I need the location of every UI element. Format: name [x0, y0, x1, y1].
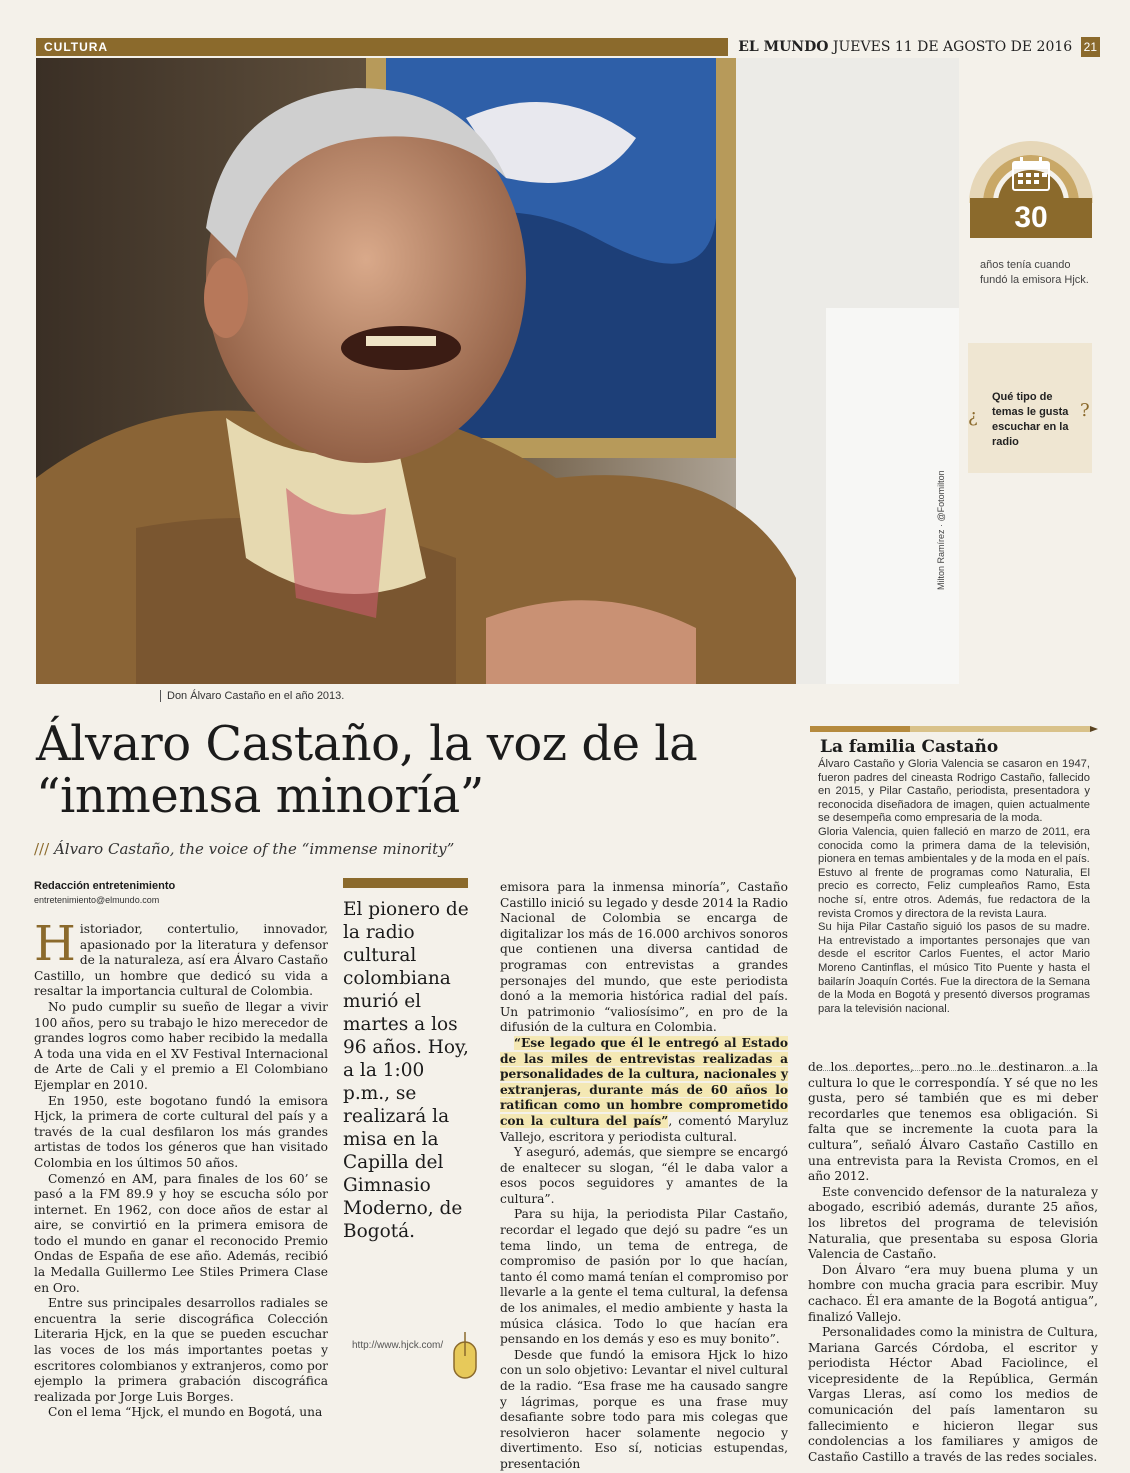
photo-credit	[936, 572, 946, 590]
paragraph: Personalidades como la ministra de Cultura, Mariana Garcés Córdoba, el escritor y periodista Héctor Abad Faciolince, el vicepresidente de la República, Germán Vargas Lleras, así como los medios de comunicación del país lamentaron su fallecimiento e hicieron llegar sus condolencias a los familiares y amigos de Castaño Castillo a través de las redes sociales.	[808, 1325, 1098, 1464]
highlighted-quote: “Ese legado que él le entregó al Estado de las miles de entrevistas realizadas a personalidades de la cultura, nacionales y extranjeras, durante más de 60 años lo ratifican como un hombre comprometido con la cultura del país”	[500, 1035, 788, 1128]
photo-caption: Don Álvaro Castaño en el año 2013.	[160, 690, 344, 702]
drop-cap: H	[34, 916, 76, 972]
mouse-icon	[450, 1332, 480, 1386]
portrait-photo	[36, 58, 959, 684]
website-link[interactable]: http://www.hjck.com/	[352, 1340, 444, 1351]
article-column-3	[500, 880, 788, 1473]
issue-date: JUEVES 11 DE AGOSTO DE 2016	[832, 39, 1073, 55]
paragraph-text: , comentó Maryluz Vallejo, escritora y periodista cultural.	[500, 1113, 788, 1144]
paragraph: emisora para la inmensa minoría”, Castaño Castillo inició su legado y desde 2014 la Radio Nacional de Colombia se encarga de digitalizar los más de 16.000 archivos sonoros que contienen una diversa cantidad de programas con entrevistas a grandes personajes del mundo, que este periodista donó a la memoria histórica radial del país. Un patrimonio “valiosísimo”, en pro de la difusión de la cultura en Colombia.	[500, 880, 789, 1035]
stat-number: 30	[970, 198, 1092, 238]
paragraph: de los deportes, pero no le destinaron a la cultura lo que le correspondía. Y sé que no les gusta, pero sé también que es mi deber recordarles que tenemos esa obligación. Si falta que se incremente la cuota para la cultura”, señaló Álvaro Castaño Castillo en una entrevista para la Revista Cromos, en el año 2012.	[808, 1060, 1098, 1184]
masthead	[728, 37, 1100, 57]
lede-text: El pionero de la radio cultural colombiana murió el martes a los 96 años. Hoy, a la 1:00 p.m., se realizará la misa en la Capilla del Gimnasio Moderno, de Bogotá.	[343, 899, 469, 1242]
paragraph: Este convencido defensor de la naturaleza y abogado, escribió además, durante 25 años, los libretos del programa de televisión Naturalia, que presentaba su esposa Gloria Valencia de Castaño.	[808, 1184, 1098, 1262]
sidebar-paragraph: Gloria Valencia, quien falleció en marzo de 2011, era conocida como la primera dama de la televisión, pionera en temas ambientales y de la moda en el país.	[818, 825, 1090, 866]
stat-text: años tenía cuando fundó la emisora Hjck.	[980, 259, 1089, 286]
subheadline	[34, 840, 734, 858]
sidebar-title: La familia Castaño	[820, 737, 999, 757]
paragraph-text: istoriador, contertulio, innovador, apasionado por la literatura y defensor de la naturaleza, así era Álvaro Castaño Castillo, un hombre que dedicó su vida a resaltar la importancia cultural de Colombia.	[34, 922, 328, 999]
paragraph	[34, 916, 328, 1000]
pencil-divider	[810, 718, 1098, 726]
paragraph	[500, 1036, 788, 1145]
paragraph: No pudo cumplir su sueño de llegar a vivir 100 años, pero su trabajo le hizo merecedor de grandes logros como haber recibido la medalla A toda una vida en el XV Festival Internacional de Arte de Cali y el premio a El Colombiano Ejemplar en 2010.	[34, 999, 328, 1092]
subheadline-text: Álvaro Castaño, the voice of the “immense minority”	[53, 840, 455, 858]
headline: Álvaro Castaño, la voz de la “inmensa minoría”	[36, 716, 698, 824]
sidebar-paragraph: Su hija Pilar Castaño siguió los pasos de su madre. Ha entrevistado a importantes personajes que van desde el escritor Carlos Fuentes, el actor Mario Moreno Cantinflas, el músico Tito Puente y hasta el bailarín Joaquín Cortés. Fue la directora de la Semana de la Moda en Bogotá y presentó diversos programas para la televisión nacional.	[818, 921, 1090, 1015]
paragraph: Desde que fundó la emisora Hjck lo hizo con un solo objetivo: Levantar el nivel cultural de la radio. “Esa frase me ha causado sangre y lágrimas, porque es una frase muy desafiante sobre todo para mis colegas que resolvieron hacer solamente negocio y divertimento. Eso sí, noticias estupendas, presentación	[500, 1347, 788, 1471]
question-open-mark: ¿	[968, 406, 978, 427]
paragraph: Entre sus principales desarrollos radiales se encuentra la serie discográfica Colección Literaria Hjck, en la que se pueden escuchar las voces de los más importantes poetas y escritores colombianos y extranjeros, como por ejemplo la primera grabación discográfica realizada por Jorge Luis Borges.	[34, 1296, 328, 1404]
byline-email: entretenimiento@elmundo.com	[34, 895, 160, 905]
paragraph: Para su hija, la periodista Pilar Castaño, recordar el legado que dejó su padre “es un tema lindo, un tema de entrega, de compromiso de pasión por lo que hacían, tanto él como mamá tenían el compromiso por llevarle a la gente el tema cultural, la defensa de los animales, el medio ambiente y hasta la música clásica. Todo lo que hacían era pensando en los demás y eso es muy bonito”.	[500, 1207, 788, 1347]
paragraph: Comenzó en AM, para finales de los 60’ se pasó a la FM 89.9 y hoy se escucha sólo por internet. En 1962, con doce años de estar al aire, se convirtió en la primera emisora de todo el mundo en ganar el reconocido Premio Ondas de España de ese año. Además, recibió la Medalla Guillermo Lee Stiles Primera Clase en Oro.	[34, 1171, 328, 1295]
sidebar-paragraph: Estuvo al frente de programas como Naturalia, El precio es correcto, Feliz cumpleaños Ramo, Esta noche sí, entre otros. Además, fue redactora de la revista Cromos y directora de la revista Laura.	[818, 866, 1090, 920]
question-close-mark: ?	[1080, 400, 1090, 421]
paper-name: EL MUNDO	[738, 39, 829, 55]
paragraph: Con el lema “Hjck, el mundo en Bogotá, una	[48, 1405, 323, 1420]
slashes: ///	[34, 840, 50, 858]
section-label: CULTURA	[44, 40, 109, 54]
lede-accent-bar	[343, 878, 468, 888]
sidebar-paragraph: Álvaro Castaño y Gloria Valencia se casaron en 1947, fueron padres del cineasta Rodrigo Castaño, fallecido en 2015, y Pilar Castaño, periodista, presentadora y reconocida diseñadora de imagen, quien actualmente se desempeña como empresaria de la moda.	[818, 758, 1090, 825]
paragraph: En 1950, este bogotano fundó la emisora Hjck, la primera de corte cultural del país y a través de la cual desfilaron los más grandes artistas de todos los géneros que han visitado Colombia en los últimos 50 años.	[34, 1093, 328, 1170]
article-column-4	[808, 1060, 1098, 1465]
byline: Redacción entretenimiento	[34, 880, 176, 892]
sidebar-text	[818, 758, 1090, 1016]
paragraph: Don Álvaro “era muy buena pluma y un hombre con mucha gracia para escribir. Muy cachaco. Él era amante de la Bogotá antigua”, finalizó Vallejo.	[808, 1262, 1098, 1324]
page-number: 21	[1081, 37, 1100, 57]
paragraph: Y aseguró, además, que siempre se encargó de enaltecer su slogan, “él le daba valor a esos pocos seguidores y amantes de la cultura”.	[500, 1145, 788, 1206]
article-column-1	[34, 916, 328, 1421]
question-text: Qué tipo de temas le gusta escuchar en la radio	[992, 391, 1069, 448]
